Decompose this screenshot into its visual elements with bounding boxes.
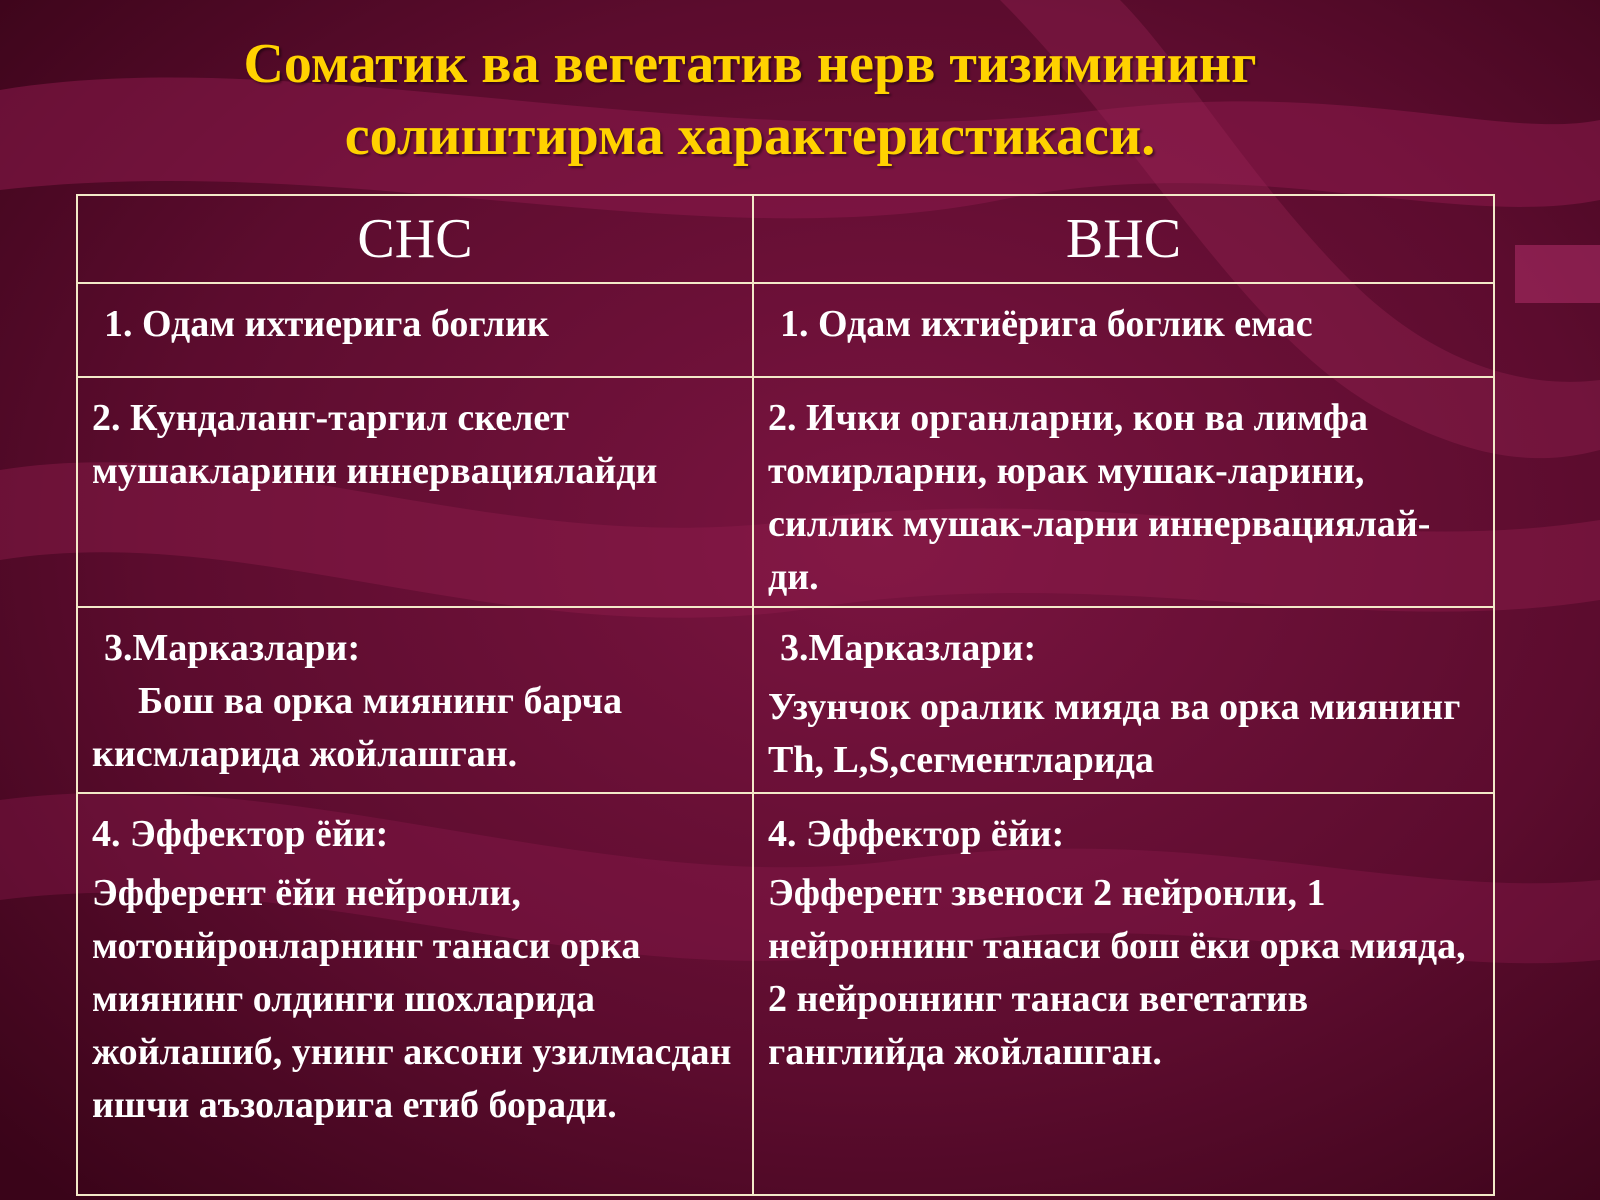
cell-heading: 1. Одам ихтиерига боглик [104, 303, 549, 345]
cell-heading: 2. Кундаланг-таргил скелет мушакларини иннервациялайди [92, 397, 658, 492]
table-cell [753, 607, 1494, 793]
table-cell [753, 377, 1494, 607]
cell-heading: 4. Эффектор ёйи: [768, 813, 1065, 855]
table-cell [753, 793, 1494, 1195]
cell-body: Узунчок оралик мияда ва орка миянинг Th, L,S,сегментларида [768, 686, 1461, 781]
cell-heading: 4. Эффектор ёйи: [92, 813, 389, 855]
table-row [77, 793, 1494, 1195]
cell-heading: 2. Ички органларни, кон ва лимфа томирларни, юрак мушак-ларини, силлик мушак-ларни иннервациялай-ди. [768, 397, 1431, 598]
cell-body: Эфферент ёйи нейронли, мотонйронларнинг танаси орка миянинг олдинги шохларида жойлашиб, унинг аксони узилмасдан ишчи аъзоларига етиб боради. [92, 872, 732, 1126]
table-cell [77, 377, 753, 607]
cell-heading: 3.Марказлари: [104, 627, 361, 669]
table-cell [77, 607, 753, 793]
table-row [77, 283, 1494, 377]
slide-title [0, 28, 1500, 172]
cell-heading: 3.Марказлари: [780, 627, 1037, 669]
cell-body: Эфферент звеноси 2 нейронли, 1 нейроннинг танаси бош ёки орка мияда, 2 нейроннинг танаси вегетатив ганглийда жойлашган. [768, 872, 1466, 1073]
cell-heading: 1. Одам ихтиёрига боглик емас [780, 303, 1313, 345]
title-line-2: солиштирма характеристикаси. [344, 105, 1156, 167]
table-cell [77, 793, 753, 1195]
table-row [77, 607, 1494, 793]
title-line-1: Соматик ва вегетатив нерв тизимининг [243, 33, 1257, 95]
cell-body: Бош ва орка миянинг барча кисмларида жойлашган. [92, 680, 623, 775]
table-cell [77, 283, 753, 377]
column-header-sns: СНС [77, 195, 753, 283]
comparison-table [76, 194, 1495, 1196]
column-header-vns: ВНС [753, 195, 1494, 283]
table-row [77, 377, 1494, 607]
table-cell [753, 283, 1494, 377]
table-header-row [77, 195, 1494, 283]
